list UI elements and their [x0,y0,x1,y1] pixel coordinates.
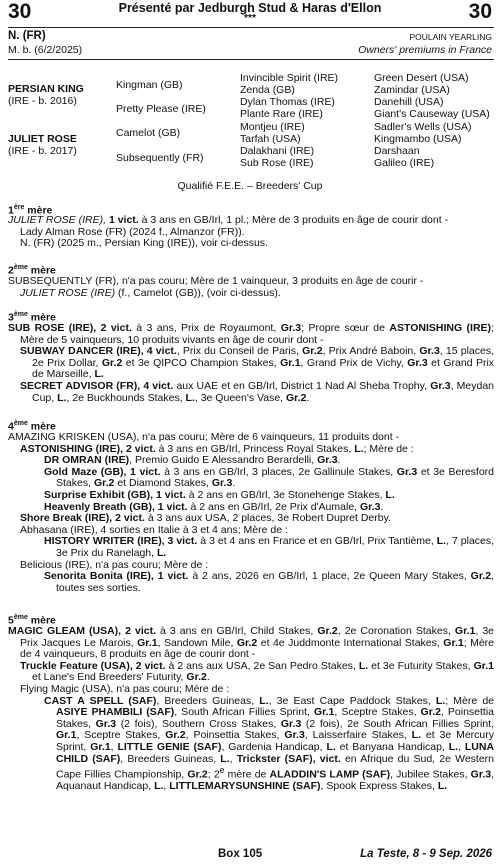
pedigree-gen4: Sadler's Wells (USA) [374,121,472,133]
pedigree-gen3: Dalakhani (IRE) [240,145,315,157]
section-heading-5: 5ème mère [8,614,56,627]
section-heading-4: 4ème mère [8,420,56,433]
section-heading-2: 2ème mère [8,264,56,277]
pedigree-gen3: Tarfah (USA) [240,133,301,145]
sale-event: La Teste, 8 - 9 Sep. 2026 [360,848,492,860]
horse-coat-birth: M. b. (6/2/2025) [8,44,83,56]
section-5-text: MAGIC GLEAM (USA), 2 vict. à 3 ans en GB/Irl, Child Stakes, Gr.2, 2e Coronation Stakes, Gr.1, 3e Prix Jacques Le Marois, Gr.1, Sandown Mile, Gr.2 et 4e Juddmonte International Stakes, Gr.1; Mère de 4 vainqueurs, 8 produits en âge de courir dont - Truckle Feature (USA), 2 vict. à 2 ans aux USA, 2e San Pedro Stakes, L. et 3e Futurity Stakes, Gr.1 et Lane's End Breeders' Futurity, Gr.2. Flying Magic (USA), n'a pas couru; Mère de : CAST A SPELL (SAF), Breeders Guineas, L., 3e East Cape Paddock Stakes, L.; Mère de ASIYE PHAMBILI (SAF), South African Fillies Sprint, Gr.1, Sceptre Stakes, Gr.2, Poinsettia Stakes, Gr.3 (2 fois), Southern Cross Stakes, Gr.3 (2 fois), 2e South African Fillies Sprint, Gr.1, Sceptre Stakes, Gr.2, Poinsettia Stakes, Gr.3, Laisserfaire Stakes, L. et 3e Mercury Sprint, Gr.1, LITTLE GENIE (SAF), Gardenia Handicap, L. et Banyana Handicap, L., LUNA CHILD (SAF), Breeders Guineas, L., Trickster (SAF), vict. en Afrique du Sud, 2e Western Cape Fillies Championship, Gr.2; 2e mère de ALADDIN'S LAMP (SAF), Jubilee Stakes, Gr.3, Aquanaut Handicap, L., LITTLEMARYSUNSHINE (SAF), Spook Express Stakes, L. [8,625,495,793]
box-number: Box 105 [218,848,263,860]
lot-number-left: 30 [8,0,32,23]
pedigree-gen4: Green Desert (USA) [374,72,469,84]
pedigree-gen4: Kingmambo (USA) [374,133,462,145]
section-1-text: JULIET ROSE (IRE), 1 vict. à 3 ans en GB/Irl, 1 pl.; Mère de 3 produits en âge de courir dont - Lady Alman Rose (FR) (2024 f., Almanzor (FR)). N. (FR) (2025 m., Persian King (IRE)), voir ci-dessus. [8,214,449,250]
pedigree-gen3: Sub Rose (IRE) [240,157,314,169]
pedigree-gen2: Pretty Please (IRE) [116,103,206,115]
rating-stars: *** [244,13,256,24]
section-3-text: SUB ROSE (IRE), 2 vict. à 3 ans, Prix de Royaumont, Gr.3; Propre sœur de ASTONISHING (IRE); Mère de 5 vainqueurs, 10 produits vivants en âge de courir dont - SUBWAY DANCER (IRE), 4 vict., Prix du Conseil de Paris, Gr.2, Prix André Baboin, Gr.3, 15 places, 2e Prix Dollar, Gr.2 et 3e QIPCO Champion Stakes, Gr.1, Grand Prix de Vichy, Gr.3 et Grand Prix de Marseille, L. SECRET ADVISOR (FR), 4 vict. aux UAE et en GB/Irl, District 1 Nad Al Sheba Trophy, Gr.3, Meydan Cup, L., 2e Buckhounds Stakes, L., 3e Queen's Vase, Gr.2. [8,322,495,404]
pedigree-gen4: Darshaan [374,145,420,157]
pedigree-gen2: Kingman (GB) [116,79,183,91]
pedigree-gen3: Invincible Spirit (IRE) [240,72,339,84]
pedigree-rule [8,59,494,60]
pedigree-gen2: Subsequently (FR) [116,152,204,164]
pedigree-gen2: Camelot (GB) [116,127,181,139]
header-rule [8,27,494,28]
pedigree-gen3: Montjeu (IRE) [240,121,305,133]
qualification-note: Qualifié F.E.E. – Breeders' Cup [177,180,323,192]
pedigree-gen4: Danehill (USA) [374,96,444,108]
horse-name: N. (FR) [8,30,46,42]
pedigree-gen3: Plante Rare (IRE) [240,108,323,120]
section-heading-3: 3ème mère [8,311,56,324]
pedigree-gen4: Zamindar (USA) [374,84,450,96]
sire-name: PERSIAN KING [8,83,84,95]
pedigree-gen4: Galileo (IRE) [374,157,435,169]
lot-number-right: 30 [468,0,492,23]
dam-name: JULIET ROSE [8,133,77,145]
sire-info: (IRE - b. 2016) [8,95,77,107]
pedigree-gen3: Zenda (GB) [240,84,295,96]
horse-category: POULAIN YEARLING [409,32,492,42]
section-heading-1: 1ère mère [8,204,53,217]
pedigree-gen4: Giant's Causeway (USA) [374,108,490,120]
consignor-title: Présenté par Jedburgh Stud & Haras d'Ellon [118,1,382,15]
owners-premiums: Owners' premiums in France [358,44,492,56]
pedigree-gen3: Dylan Thomas (IRE) [240,96,335,108]
dam-info: (IRE - b. 2017) [8,145,77,157]
section-2-text: SUBSEQUENTLY (FR), n'a pas couru; Mère de 1 vainqueur, 3 produits en âge de courir - JULIET ROSE (IRE) (f., Camelot (GB)), (voir ci-dessus). [8,275,424,299]
section-4-text: AMAZING KRISKEN (USA), n'a pas couru; Mère de 6 vainqueurs, 11 produits dont - ASTONISHING (IRE), 2 vict. à 3 ans en GB/Irl, Princess Royal Stakes, L.; Mère de : DR OMRAN (IRE), Premio Guido E Alessandro Berardelli, Gr.3. Gold Maze (GB), 1 vict. à 3 ans en GB/Irl, 3 places, 2e Gallinule Stakes, Gr.3 et 3e Beresford Stakes, Gr.2 et Diamond Stakes, Gr.3. Surprise Exhibit (GB), 1 vict. à 2 ans en GB/Irl, 3e Stonehenge Stakes, L. Heavenly Breath (GB), 1 vict. à 2 ans en GB/Irl, 2e Prix d'Aumale, Gr.3. Shore Break (IRE), 2 vict. à 3 ans aux USA, 2 places, 3e Robert Dupret Derby. Abhasana (IRE), 4 sorties en Italie à 3 et 4 ans; Mère de : HISTORY WRITER (IRE), 3 vict. à 3 et 4 ans en France et en GB/Irl, Prix Tantième, L., 7 places, 3e Prix du Ranelagh, L. Belicious (IRE), n'a pas couru; Mère de : Senorita Bonita (IRE), 1 vict. à 2 ans, 2026 en GB/Irl, 1 place, 2e Queen Mary Stakes, Gr.2, toutes ses sorties. [8,431,495,594]
